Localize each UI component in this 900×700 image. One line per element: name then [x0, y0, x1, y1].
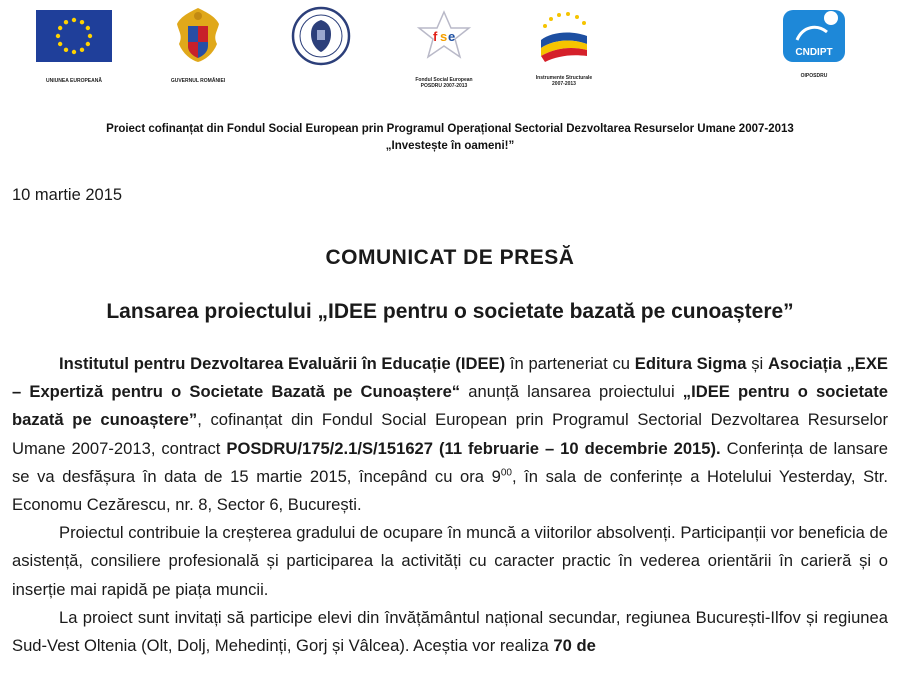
eu-star-icon: [64, 20, 68, 24]
cndipt-badge-label: CNDIPT: [795, 47, 833, 58]
eu-caption: UNIUNEA EUROPEANĂ: [46, 78, 102, 84]
eu-star-icon: [86, 26, 90, 30]
svg-text:e: e: [448, 29, 456, 44]
eu-star-icon: [56, 34, 60, 38]
cndipt-caption: OIPOSDRU: [800, 73, 828, 79]
eu-star-icon: [58, 42, 62, 46]
fse-star-icon: [415, 10, 473, 60]
eu-star-icon: [80, 48, 84, 52]
project-funding-line: Proiect cofinanțat din Fondul Social European prin Programul Operațional Sectorial Dezvoltarea Resurselor Umane 2007-2013: [106, 123, 794, 135]
eu-star-icon: [72, 18, 76, 22]
paragraph-2: Proiectul contribuie la creșterea gradului de ocupare în muncă a viitorilor absolvenți. Participanții vor beneficia de asistență, consiliere profesională și participarea la activități cu caracter practic în vederea orientării în carieră și o inserție mai rapidă pe piața muncii.: [12, 523, 888, 599]
cndipt-badge: [783, 10, 845, 62]
paragraph-1: [12, 350, 888, 519]
eu-star-icon: [58, 26, 62, 30]
project-name: „IDEE pentru o societate bazată pe cunoaștere”: [12, 382, 888, 430]
svg-text:s: s: [440, 29, 448, 44]
government-logo: [160, 6, 236, 84]
eu-star-icon: [80, 20, 84, 24]
logo-strip: [0, 0, 900, 100]
text-span: La proiect sunt invitați să participe elevi din învățământul național secundar, regiunea București-Ilfov și regiunea Sud-Vest Oltenia (Olt, Dolj, Mehedinți, Gorj și Vâlcea). Aceștia vor realiza: [12, 607, 888, 656]
structural-instruments-caption: Instrumente Structurale 2007-2013: [535, 75, 593, 87]
eu-logo: [36, 10, 112, 84]
fse-logo: [398, 10, 490, 89]
ministry-logo: [290, 6, 352, 71]
document-title: COMUNICAT DE PRESĂ: [325, 246, 575, 269]
eu-star-icon: [64, 48, 68, 52]
fse-caption: Fondul Social European POSDRU 2007-2013: [415, 77, 473, 89]
org-exe: Asociația „EXE – Expertiză pentru o Societate Bazată pe Cunoaștere“: [12, 354, 888, 402]
text-span: anunță lansarea proiectului: [460, 382, 683, 402]
eu-star-icon: [88, 34, 92, 38]
paragraph-3: [12, 604, 888, 660]
org-sigma: Editura Sigma: [634, 354, 747, 373]
document-subtitle: Lansarea proiectului „IDEE pentru o societate bazată pe cunoaștere”: [106, 300, 794, 323]
government-caption: GUVERNUL ROMÂNIEI: [170, 78, 226, 84]
structural-instruments-icon: [531, 10, 597, 64]
document-body: [12, 350, 888, 660]
eu-flag-icon: [36, 10, 112, 62]
time-superscript: 00: [500, 467, 512, 479]
text-span: și: [746, 354, 768, 373]
eu-star-icon: [72, 50, 76, 54]
project-slogan: „Investește în oameni!”: [385, 140, 515, 152]
eu-star-icon: [86, 42, 90, 46]
text-span: , în sala de conferințe a Hotelului Yesterday, Str. Economu Cezărescu, nr. 8, Sector 6, București.: [12, 466, 888, 515]
cndipt-logo: [780, 10, 848, 79]
structural-instruments-logo: [524, 10, 604, 87]
romanian-crest-icon: [173, 6, 223, 64]
org-idee: Institutul pentru Dezvoltarea Evaluării în Educație (IDEE): [59, 354, 506, 373]
participants-count: 70 de: [553, 636, 596, 656]
text-span: , cofinanțat din Fondul Social European prin Programul Sectorial Dezvoltarea Resurselor Umane 2007-2013, contract: [12, 410, 889, 458]
ministry-seal-icon: [291, 6, 351, 66]
svg-text:f: f: [433, 29, 438, 44]
text-span: în parteneriat cu: [505, 354, 635, 373]
contract-number: POSDRU/175/2.1/S/151627 (11 februarie – 10 decembrie 2015).: [226, 438, 721, 458]
press-release-date: 10 martie 2015: [12, 186, 123, 204]
text-span: Conferința de lansare se va desfășura în data de 15 martie 2015, începând cu ora 9: [12, 438, 888, 486]
